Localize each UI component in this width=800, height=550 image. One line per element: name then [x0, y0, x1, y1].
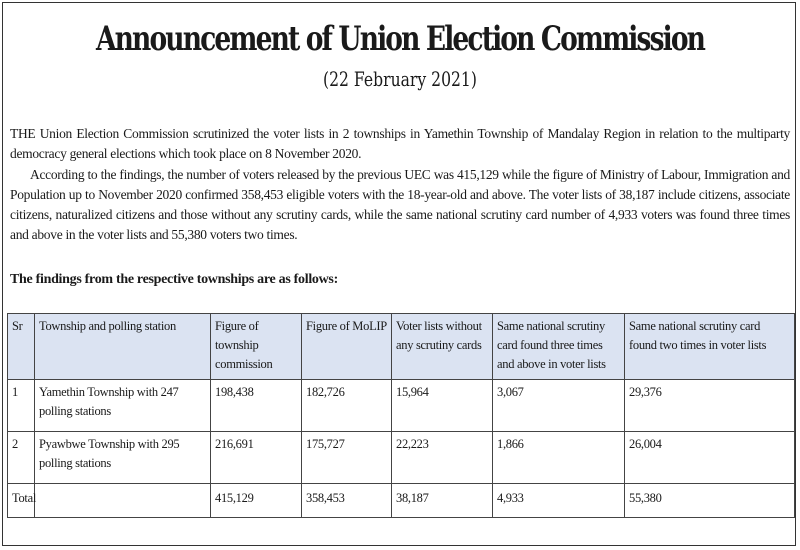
total-township — [35, 484, 211, 518]
header-three-times: Same national scrutiny card found three times and above in voter lists — [493, 314, 625, 380]
total-label: Total — [8, 484, 35, 518]
table-row — [8, 432, 795, 484]
header-two-times: Same national scrutiny card found two times in voter lists — [625, 314, 795, 380]
total-two-times: 55,380 — [625, 484, 795, 518]
cell-township: Yamethin Township with 247 polling stations — [35, 380, 211, 432]
header-molip: Figure of MoLIP — [302, 314, 392, 380]
cell-sr: 1 — [8, 380, 35, 432]
cell-township: Pyawbwe Township with 295 polling stations — [35, 432, 211, 484]
cell-without-scrutiny-cards: 22,223 — [392, 432, 493, 484]
table-header-row — [8, 314, 795, 380]
announcement-date: (22 February 2021) — [323, 67, 477, 91]
cell-township-commission: 216,691 — [211, 432, 302, 484]
cell-sr: 2 — [8, 432, 35, 484]
total-three-times: 4,933 — [493, 484, 625, 518]
page-title: Announcement of Union Election Commission — [95, 19, 705, 59]
header-township-commission: Figure of township commission — [211, 314, 302, 380]
cell-three-times: 3,067 — [493, 380, 625, 432]
table-total-row — [8, 484, 795, 518]
table-row — [8, 380, 795, 432]
cell-molip: 182,726 — [302, 380, 392, 432]
cell-three-times: 1,866 — [493, 432, 625, 484]
total-without-scrutiny-cards: 38,187 — [392, 484, 493, 518]
header-sr: Sr — [8, 314, 35, 380]
header-without-scrutiny-cards: Voter lists without any scrutiny cards — [392, 314, 493, 380]
cell-molip: 175,727 — [302, 432, 392, 484]
total-township-commission: 415,129 — [211, 484, 302, 518]
cell-two-times: 26,004 — [625, 432, 795, 484]
paragraph-intro: THE Union Election Commission scrutinized the voter lists in 2 townships in Yamethin Township of Mandalay Region in relation to the multiparty democracy general elections which took place on 8 November 2020. — [10, 126, 790, 162]
cell-without-scrutiny-cards: 15,964 — [392, 380, 493, 432]
findings-heading: The findings from the respective townships are as follows: — [10, 272, 338, 287]
cell-township-commission: 198,438 — [211, 380, 302, 432]
header-township: Township and polling station — [35, 314, 211, 380]
announcement-body — [10, 124, 790, 246]
paragraph-findings: According to the findings, the number of voters released by the previous UEC was 415,129 while the figure of Ministry of Labour, Immigration and Population up to November 2020 confirmed 358,453 eligible voters with the 18-year-old and above. The voter lists of 38,187 include citizens, associate citizens, naturalized citizens and those without any scrutiny cards, while the same national scrutiny card number of 4,933 voters was found three times and above in the voter lists and 55,380 voters two times. — [10, 166, 790, 243]
cell-two-times: 29,376 — [625, 380, 795, 432]
findings-table — [7, 313, 795, 518]
total-molip: 358,453 — [302, 484, 392, 518]
